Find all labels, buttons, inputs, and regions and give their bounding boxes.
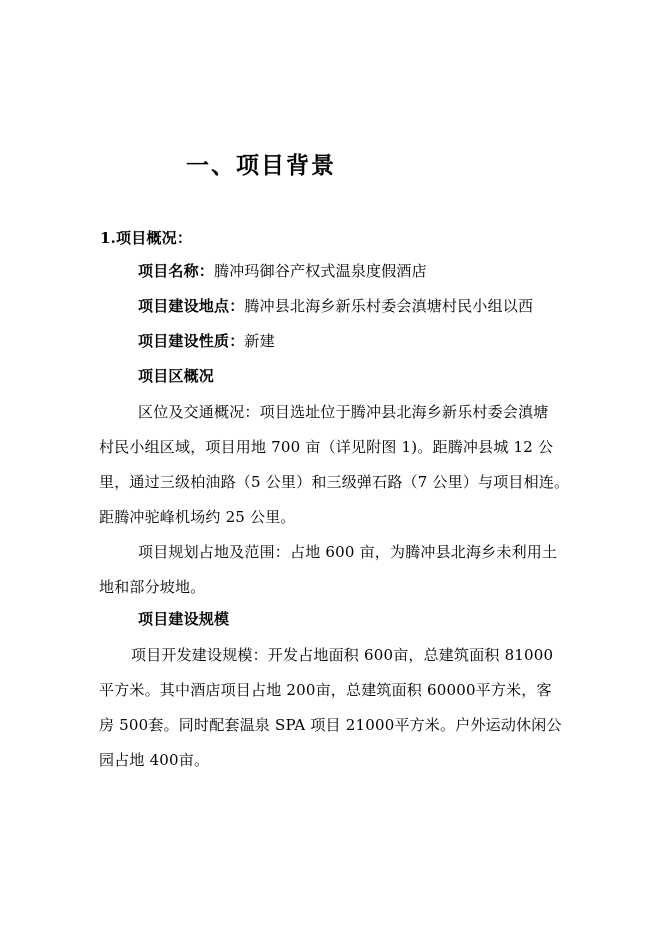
scale-paragraph-line: 园占地 400亩。 bbox=[99, 751, 210, 769]
project-nature-line bbox=[138, 331, 275, 351]
page-title: 一、项目背景 bbox=[186, 152, 336, 179]
area-paragraph-line: 村民小组区域，项目用地 700 亩（详见附图 1)。距腾冲县城 12 公 bbox=[99, 438, 554, 456]
project-name-value: 腾冲玛御谷产权式温泉度假酒店 bbox=[214, 262, 427, 280]
project-location-line bbox=[138, 296, 533, 316]
project-location-label: 项目建设地点： bbox=[138, 297, 245, 315]
project-nature-label: 项目建设性质： bbox=[138, 332, 245, 350]
scale-heading: 项目建设规模 bbox=[138, 610, 230, 628]
land-paragraph-line: 地和部分坡地。 bbox=[99, 578, 206, 596]
project-location-value: 腾冲县北海乡新乐村委会滇塘村民小组以西 bbox=[244, 297, 534, 315]
area-paragraph-line: 里，通过三级柏油路（5 公里）和三级弹石路（7 公里）与项目相连。 bbox=[99, 473, 570, 491]
area-paragraph-line: 区位及交通概况：项目选址位于腾冲县北海乡新乐村委会滇塘 bbox=[138, 403, 549, 421]
project-nature-value: 新建 bbox=[244, 332, 275, 350]
section-heading: 1.项目概况： bbox=[100, 229, 193, 247]
area-overview-heading: 项目区概况 bbox=[138, 367, 215, 385]
area-paragraph-line: 距腾冲驼峰机场约 25 公里。 bbox=[99, 508, 296, 526]
scale-paragraph-line: 房 500套。同时配套温泉 SPA 项目 21000平方米。户外运动休闲公 bbox=[99, 716, 562, 734]
scale-paragraph-line: 项目开发建设规模：开发占地面积 600亩，总建筑面积 81000 bbox=[131, 646, 554, 664]
scale-paragraph-line: 平方米。其中酒店项目占地 200亩，总建筑面积 60000平方米，客 bbox=[99, 681, 552, 699]
project-name-label: 项目名称： bbox=[138, 262, 215, 280]
project-name-line bbox=[138, 261, 427, 281]
land-paragraph-line: 项目规划占地及范围：占地 600 亩，为腾冲县北海乡未利用土 bbox=[138, 543, 558, 561]
